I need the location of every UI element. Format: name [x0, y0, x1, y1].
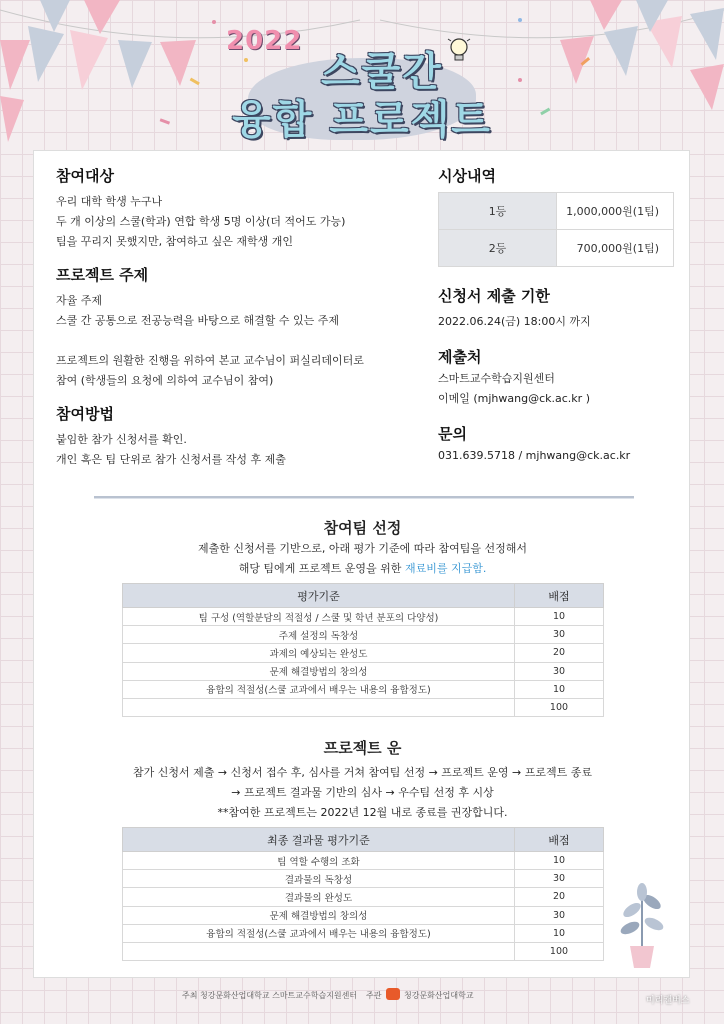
criteria-cell: 팀 구성 (역할분담의 적절성 / 스쿨 및 학년 분포의 다양성)	[123, 608, 515, 626]
selection-criteria-table	[122, 583, 604, 717]
prizes-section	[438, 165, 678, 267]
table-row	[123, 870, 604, 888]
selection-title: 참여팀 선정	[323, 519, 402, 537]
footer-host: 주최 청강문화산업대학교 스마트교수학습지원센터	[182, 991, 358, 1000]
topic-section	[56, 264, 436, 391]
criteria-cell: 주제 설정의 독창성	[123, 626, 515, 644]
table-row	[123, 906, 604, 924]
total-score-cell: 100	[515, 942, 604, 960]
title-line-2: 융합 프로젝트	[232, 97, 492, 143]
table-row-total	[123, 942, 604, 960]
table-row-total	[123, 698, 604, 716]
table-row	[123, 608, 604, 626]
inquiry-title: 문의	[438, 425, 467, 443]
submit-email: 이메일 (mjhwang@ck.ac.kr )	[438, 392, 590, 405]
lightbulb-icon	[446, 36, 472, 66]
inquiry-text: 031.639.5718 / mjhwang@ck.ac.kr	[438, 449, 631, 462]
table-row	[123, 662, 604, 680]
criteria-cell: 결과물의 완성도	[123, 888, 515, 906]
criteria-cell: 팀 역할 수행의 조화	[123, 852, 515, 870]
column-header-criteria: 최종 결과물 평가기준	[123, 828, 515, 852]
score-cell: 10	[515, 608, 604, 626]
criteria-cell: 결과물의 독창성	[123, 870, 515, 888]
year-label: 2022	[226, 26, 303, 56]
selection-line-2-text: 해당 팀에게 프로젝트 운영을 위한	[238, 562, 405, 575]
prize-rank: 1등	[439, 193, 557, 230]
method-line: 붙임한 참가 신청서를 확인.	[56, 433, 187, 446]
title-line-1: 스쿨간	[321, 49, 443, 95]
score-cell: 30	[515, 662, 604, 680]
operation-line-3: **참여한 프로젝트는 2022년 12월 내로 종료를 권장합니다.	[217, 806, 508, 819]
column-header-score: 배점	[515, 584, 604, 608]
column-header-criteria: 평가기준	[123, 584, 515, 608]
total-score-cell: 100	[515, 698, 604, 716]
submit-title: 제출처	[438, 348, 482, 366]
score-cell: 20	[515, 644, 604, 662]
method-line: 개인 혹은 팀 단위로 참가 신청서를 작성 후 제출	[56, 453, 286, 466]
criteria-cell: 과제의 예상되는 완성도	[123, 644, 515, 662]
topic-line: 스쿨 간 공통으로 전공능력을 바탕으로 해결할 수 있는 주제	[56, 314, 339, 327]
topic-line: 참여 (학생들의 요청에 의하여 교수님이 참여)	[56, 374, 274, 387]
score-cell: 10	[515, 680, 604, 698]
criteria-cell: 융합의 적절성(스쿨 교과에서 배우는 내용의 융합정도)	[123, 924, 515, 942]
score-cell: 30	[515, 626, 604, 644]
criteria-cell: 문제 해결방법의 창의성	[123, 662, 515, 680]
method-section	[56, 403, 436, 470]
topic-line: 프로젝트의 원활한 진행을 위하여 본교 교수님이 퍼실리데이터로	[56, 354, 364, 367]
right-column	[438, 165, 678, 478]
criteria-cell	[123, 698, 515, 716]
college-logo-icon	[386, 988, 400, 1000]
participants-line: 팀을 꾸리지 못했지만, 참여하고 싶은 재학생 개인	[56, 235, 293, 248]
selection-highlight: 재료비를 지급함.	[404, 562, 487, 575]
operation-title: 프로젝트 운	[323, 739, 402, 757]
table-row	[123, 888, 604, 906]
operation-line-1: 참가 신청서 제출 → 신청서 접수 후, 심사를 거쳐 참여팀 선정 → 프로젝트 운영 → 프로젝트 종료	[133, 766, 592, 779]
table-row	[123, 680, 604, 698]
content-paper	[33, 150, 690, 978]
prize-amount: 1,000,000원(1팀)	[557, 193, 674, 230]
score-cell: 10	[515, 852, 604, 870]
score-cell: 30	[515, 906, 604, 924]
submit-section	[438, 346, 678, 409]
header	[0, 10, 724, 150]
score-cell: 30	[515, 870, 604, 888]
table-row	[123, 626, 604, 644]
footer-organizer-label: 주관	[366, 991, 382, 1000]
method-title: 참여방법	[56, 405, 114, 423]
left-column	[56, 165, 436, 482]
participants-line: 우리 대학 학생 누구나	[56, 195, 163, 208]
deadline-text: 2022.06.24(금) 18:00시 까지	[438, 315, 591, 328]
participants-section	[56, 165, 436, 252]
prize-amount: 700,000원(1팀)	[557, 230, 674, 267]
criteria-cell	[123, 942, 515, 960]
criteria-cell: 융합의 적절성(스쿨 교과에서 배우는 내용의 융합정도)	[123, 680, 515, 698]
table-row	[439, 193, 674, 230]
score-cell: 20	[515, 888, 604, 906]
prizes-title: 시상내역	[438, 167, 496, 185]
table-header-row	[123, 584, 604, 608]
topic-spacer	[56, 331, 436, 351]
criteria-cell: 문제 해결방법의 창의성	[123, 906, 515, 924]
table-row	[123, 644, 604, 662]
deadline-title: 신청서 제출 기한	[438, 287, 550, 305]
credit-watermark: 미리캔버스	[646, 996, 690, 1006]
selection-line-1: 제출한 신청서를 기반으로, 아래 평가 기준에 따라 참여팀을 선정해서	[198, 542, 527, 555]
table-header-row	[123, 828, 604, 852]
prize-rank: 2등	[439, 230, 557, 267]
deadline-section	[438, 285, 678, 332]
prize-table	[438, 192, 674, 267]
submit-center: 스마트교수학습지원센터	[438, 372, 555, 385]
footer-organizer: 청강문화산업대학교	[404, 991, 474, 1000]
participants-line: 두 개 이상의 스쿨(학과) 연합 학생 5명 이상(더 적어도 가능)	[56, 215, 346, 228]
column-header-score: 배점	[515, 828, 604, 852]
topic-title: 프로젝트 주제	[56, 266, 149, 284]
inquiry-section	[438, 423, 678, 466]
potted-plant-icon	[612, 880, 672, 970]
participants-title: 참여대상	[56, 167, 114, 185]
score-cell: 10	[515, 924, 604, 942]
selection-line-2	[34, 559, 691, 578]
table-row	[439, 230, 674, 267]
topic-line: 자율 주제	[56, 294, 103, 307]
table-row	[123, 852, 604, 870]
operation-line-2: → 프로젝트 결과물 기반의 심사 → 우수팀 선정 후 시상	[231, 786, 494, 799]
final-criteria-table	[122, 827, 604, 961]
section-divider	[94, 496, 634, 499]
table-row	[123, 924, 604, 942]
